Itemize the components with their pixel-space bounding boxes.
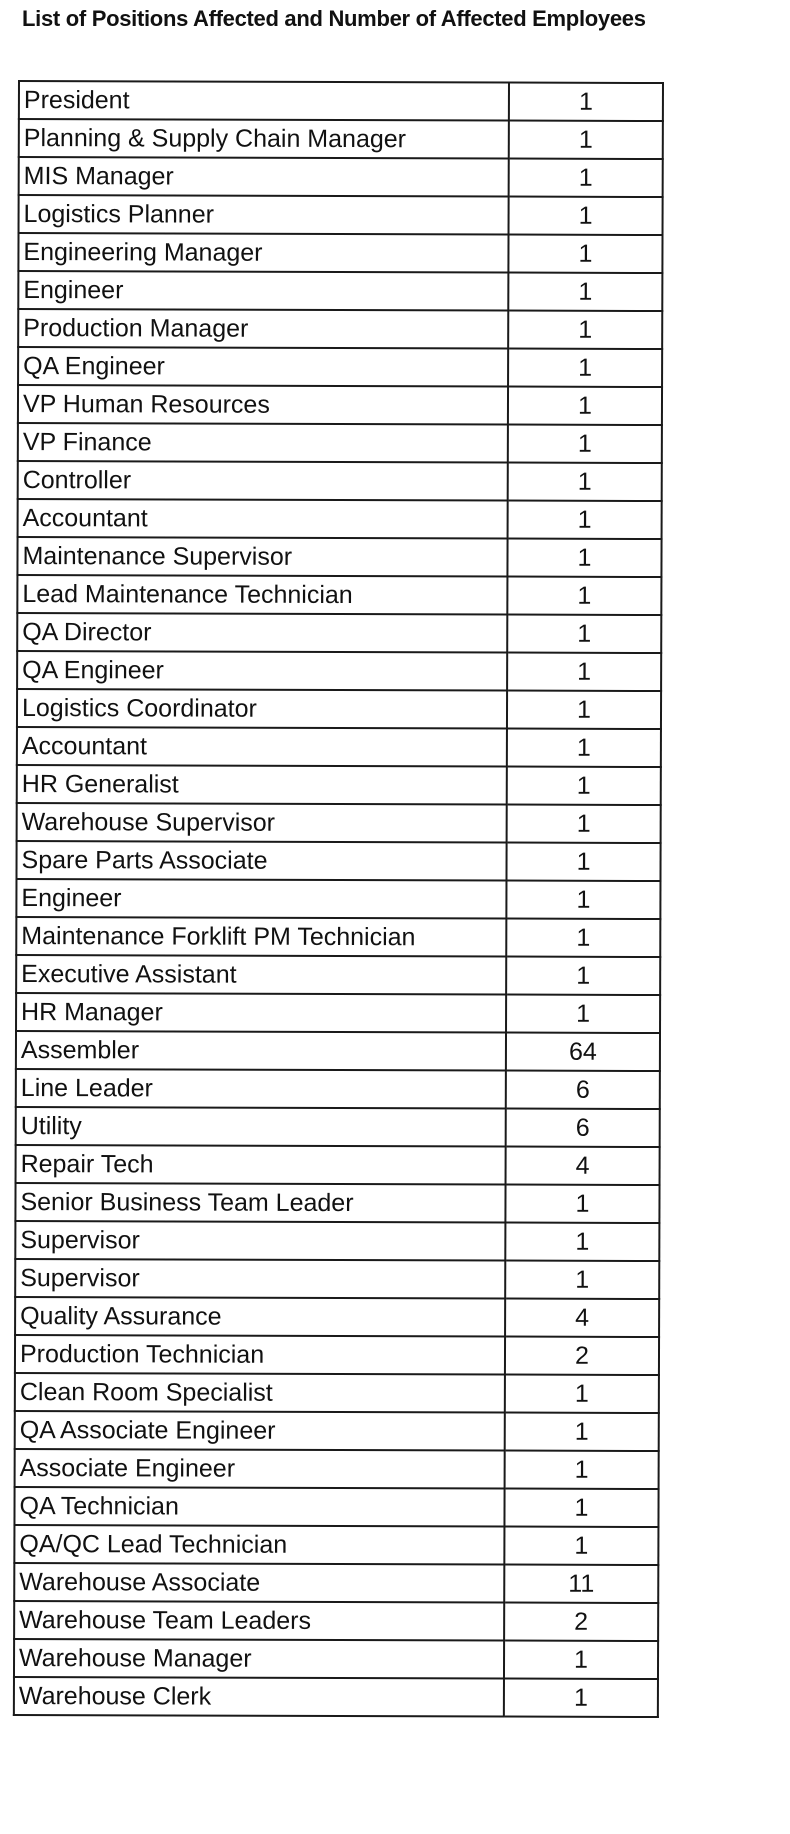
count-cell: 1 bbox=[504, 1679, 658, 1717]
count-cell: 1 bbox=[508, 235, 662, 273]
table-row bbox=[16, 879, 660, 919]
table-row bbox=[17, 727, 661, 767]
table-row bbox=[18, 233, 662, 273]
position-cell: VP Human Resources bbox=[18, 385, 508, 425]
count-cell: 1 bbox=[506, 919, 660, 957]
count-cell: 1 bbox=[506, 843, 660, 881]
table-row bbox=[15, 1297, 659, 1337]
position-cell: Warehouse Supervisor bbox=[17, 803, 507, 843]
count-cell: 1 bbox=[506, 957, 660, 995]
count-cell: 1 bbox=[505, 1261, 659, 1299]
count-cell: 1 bbox=[508, 349, 662, 387]
count-cell: 1 bbox=[509, 159, 663, 197]
position-cell: Associate Engineer bbox=[15, 1449, 505, 1489]
count-cell: 1 bbox=[509, 121, 663, 159]
table-row bbox=[17, 803, 661, 843]
positions-table bbox=[13, 80, 664, 1718]
count-cell: 4 bbox=[506, 1147, 660, 1185]
position-cell: Warehouse Clerk bbox=[14, 1677, 504, 1717]
count-cell: 1 bbox=[507, 805, 661, 843]
table-row bbox=[15, 1373, 659, 1413]
table-row bbox=[15, 1221, 659, 1261]
count-cell: 1 bbox=[505, 1375, 659, 1413]
position-cell: MIS Manager bbox=[19, 157, 509, 197]
table-row bbox=[18, 423, 662, 463]
page-title: List of Positions Affected and Number of Affected Employees bbox=[22, 6, 646, 31]
count-cell: 1 bbox=[507, 539, 661, 577]
position-cell: Engineering Manager bbox=[18, 233, 508, 273]
table-row bbox=[16, 955, 660, 995]
table-row bbox=[15, 1335, 659, 1375]
position-cell: Warehouse Manager bbox=[14, 1639, 504, 1679]
position-cell: Production Technician bbox=[15, 1335, 505, 1375]
table-row bbox=[17, 765, 661, 805]
count-cell: 1 bbox=[506, 995, 660, 1033]
table-row bbox=[14, 1487, 658, 1527]
table-row bbox=[18, 499, 662, 539]
position-cell: Line Leader bbox=[16, 1069, 506, 1109]
position-cell: Planning & Supply Chain Manager bbox=[19, 119, 509, 159]
position-cell: Accountant bbox=[18, 499, 508, 539]
count-cell: 1 bbox=[508, 425, 662, 463]
position-cell: QA/QC Lead Technician bbox=[14, 1525, 504, 1565]
table-row bbox=[18, 385, 662, 425]
table-row bbox=[17, 537, 661, 577]
table-row bbox=[15, 1411, 659, 1451]
position-cell: Warehouse Team Leaders bbox=[14, 1601, 504, 1641]
position-cell: Maintenance Forklift PM Technician bbox=[16, 917, 506, 957]
position-cell: Supervisor bbox=[15, 1221, 505, 1261]
table-row bbox=[19, 157, 663, 197]
table-row bbox=[16, 1031, 660, 1071]
position-cell: Supervisor bbox=[15, 1259, 505, 1299]
count-cell: 1 bbox=[507, 653, 661, 691]
table-row bbox=[15, 1183, 659, 1223]
count-cell: 11 bbox=[504, 1565, 658, 1603]
position-cell: Utility bbox=[16, 1107, 506, 1147]
position-cell: Production Manager bbox=[18, 309, 508, 349]
position-cell: QA Engineer bbox=[18, 347, 508, 387]
count-cell: 1 bbox=[506, 881, 660, 919]
count-cell: 1 bbox=[505, 1413, 659, 1451]
table-row bbox=[14, 1639, 658, 1679]
table-row bbox=[18, 347, 662, 387]
position-cell: HR Generalist bbox=[17, 765, 507, 805]
count-cell: 1 bbox=[504, 1641, 658, 1679]
count-cell: 1 bbox=[505, 1223, 659, 1261]
position-cell: Engineer bbox=[16, 879, 506, 919]
count-cell: 1 bbox=[509, 83, 663, 121]
table-row bbox=[14, 1563, 658, 1603]
count-cell: 1 bbox=[505, 1451, 659, 1489]
count-cell: 1 bbox=[507, 691, 661, 729]
position-cell: Repair Tech bbox=[16, 1145, 506, 1185]
table-row bbox=[17, 575, 661, 615]
count-cell: 1 bbox=[507, 577, 661, 615]
position-cell: VP Finance bbox=[18, 423, 508, 463]
position-cell: Clean Room Specialist bbox=[15, 1373, 505, 1413]
table-row bbox=[15, 1259, 659, 1299]
position-cell: QA Technician bbox=[14, 1487, 504, 1527]
position-cell: Executive Assistant bbox=[16, 955, 506, 995]
count-cell: 1 bbox=[507, 615, 661, 653]
count-cell: 1 bbox=[508, 273, 662, 311]
count-cell: 1 bbox=[504, 1527, 658, 1565]
table-row bbox=[18, 309, 662, 349]
position-cell: QA Associate Engineer bbox=[15, 1411, 505, 1451]
table-row bbox=[14, 1525, 658, 1565]
position-cell: QA Director bbox=[17, 613, 507, 653]
position-cell: HR Manager bbox=[16, 993, 506, 1033]
position-cell: Assembler bbox=[16, 1031, 506, 1071]
count-cell: 4 bbox=[505, 1299, 659, 1337]
position-cell: Logistics Coordinator bbox=[17, 689, 507, 729]
count-cell: 64 bbox=[506, 1033, 660, 1071]
table-row bbox=[16, 1145, 660, 1185]
count-cell: 1 bbox=[504, 1489, 658, 1527]
positions-table-body bbox=[14, 81, 663, 1717]
count-cell: 1 bbox=[505, 1185, 659, 1223]
count-cell: 1 bbox=[508, 387, 662, 425]
position-cell: Spare Parts Associate bbox=[16, 841, 506, 881]
table-row bbox=[19, 81, 663, 121]
table-row bbox=[16, 1069, 660, 1109]
position-cell: QA Engineer bbox=[17, 651, 507, 691]
count-cell: 1 bbox=[509, 197, 663, 235]
table-row bbox=[17, 689, 661, 729]
table-row bbox=[19, 195, 663, 235]
table-row bbox=[16, 1107, 660, 1147]
table-row bbox=[18, 461, 662, 501]
position-cell: Lead Maintenance Technician bbox=[17, 575, 507, 615]
count-cell: 1 bbox=[508, 463, 662, 501]
position-cell: Controller bbox=[18, 461, 508, 501]
table-row bbox=[17, 651, 661, 691]
position-cell: Senior Business Team Leader bbox=[15, 1183, 505, 1223]
count-cell: 1 bbox=[507, 767, 661, 805]
position-cell: Accountant bbox=[17, 727, 507, 767]
count-cell: 1 bbox=[508, 501, 662, 539]
count-cell: 6 bbox=[506, 1109, 660, 1147]
position-cell: President bbox=[19, 81, 509, 121]
position-cell: Maintenance Supervisor bbox=[17, 537, 507, 577]
position-cell: Quality Assurance bbox=[15, 1297, 505, 1337]
count-cell: 6 bbox=[506, 1071, 660, 1109]
table-row bbox=[16, 993, 660, 1033]
table-row bbox=[14, 1601, 658, 1641]
table-row bbox=[18, 271, 662, 311]
table-row bbox=[17, 613, 661, 653]
count-cell: 2 bbox=[505, 1337, 659, 1375]
position-cell: Logistics Planner bbox=[19, 195, 509, 235]
table-row bbox=[14, 1677, 658, 1717]
position-cell: Engineer bbox=[18, 271, 508, 311]
count-cell: 1 bbox=[507, 729, 661, 767]
table-row bbox=[15, 1449, 659, 1489]
position-cell: Warehouse Associate bbox=[14, 1563, 504, 1603]
count-cell: 1 bbox=[508, 311, 662, 349]
table-row bbox=[16, 917, 660, 957]
count-cell: 2 bbox=[504, 1603, 658, 1641]
table-row bbox=[16, 841, 660, 881]
table-row bbox=[19, 119, 663, 159]
